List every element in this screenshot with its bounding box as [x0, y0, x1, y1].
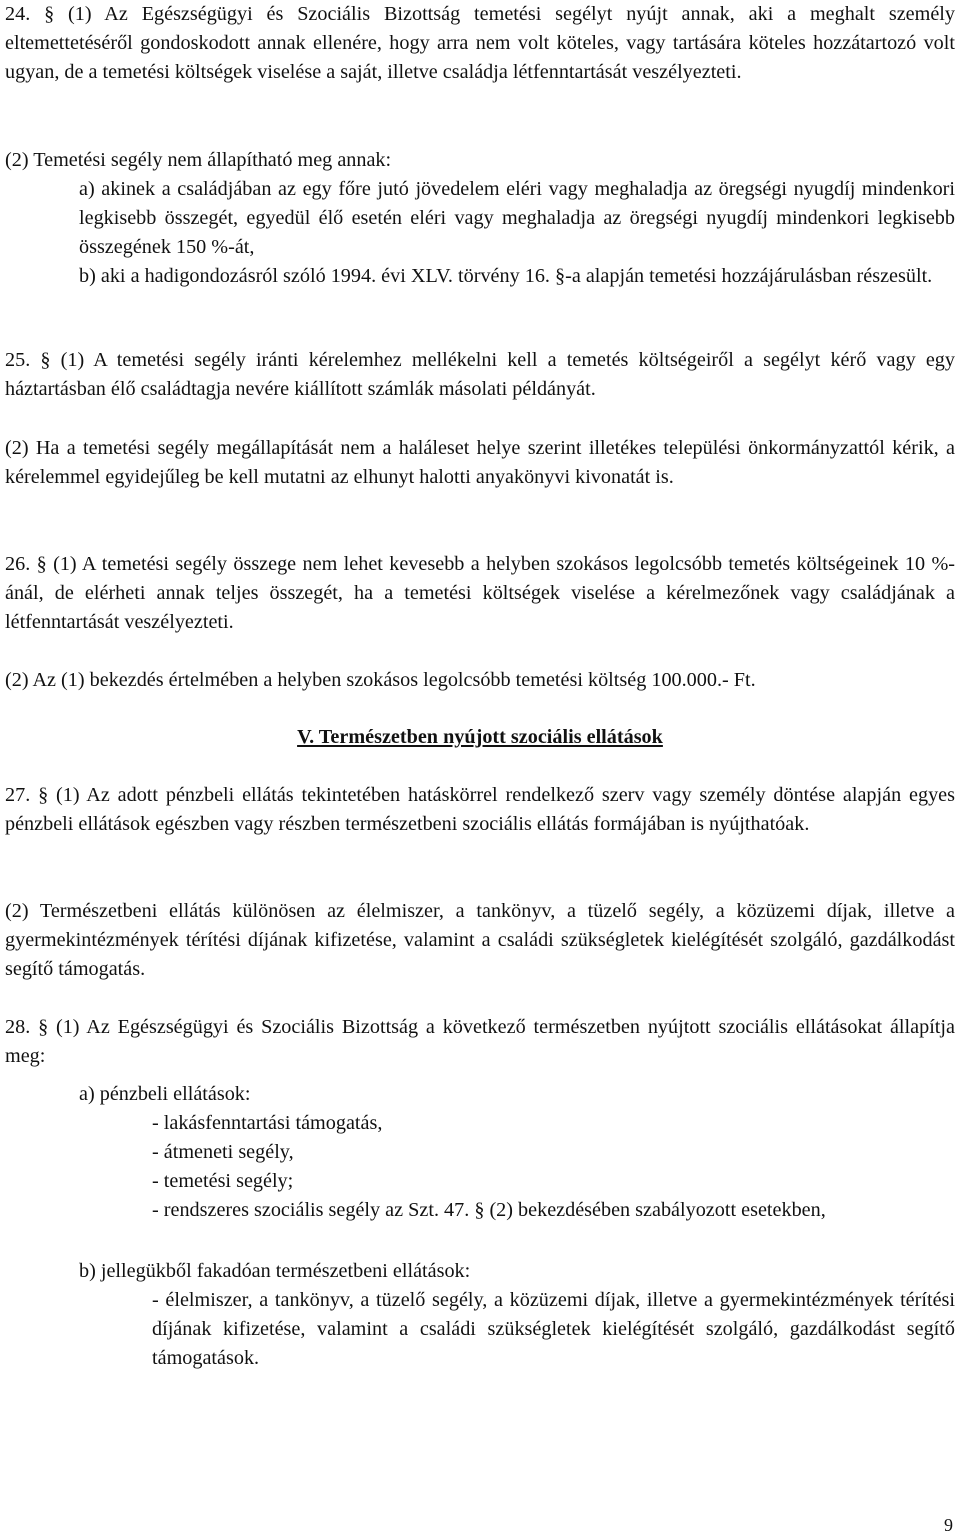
- section-24-paragraph-2-intro: (2) Temetési segély nem állapítható meg annak:: [5, 149, 392, 171]
- list-item: - rendszeres szociális segély az Szt. 47. § (2) bekezdésében szabályozott esetekben,: [152, 1199, 826, 1221]
- list-item: - átmeneti segély,: [152, 1141, 294, 1163]
- section-24-item-b: b) aki a hadigondozásról szóló 1994. évi XLV. törvény 16. §-a alapján temetési hozzájárulásban részesült.: [79, 265, 933, 287]
- list-item: - lakásfenntartási támogatás,: [152, 1112, 383, 1134]
- section-28-label-b: b) jellegükből fakadóan természetbeni ellátások:: [79, 1260, 471, 1282]
- section-25-paragraph-2: (2) Ha a temetési segély megállapítását nem a haláleset helye szerint illetékes települési önkormányzattól kérik, a kérelemmel egyidejűleg be kell mutatni az elhunyt halotti anyakönyvi kivonatát is.: [5, 437, 955, 488]
- section-27-paragraph-1: 27. § (1) Az adott pénzbeli ellátás tekintetében hatáskörrel rendelkező szerv vagy személy döntése alapján egyes pénzbeli ellátások egészben vagy részben természetbeni szociális ellátás formájában is nyújthatóak.: [5, 784, 955, 835]
- section-26-paragraph-1: 26. § (1) A temetési segély összege nem lehet kevesebb a helyben szokásos legolcsóbb temetés költségeinek 10 %-ánál, de elérheti annak teljes összegét, ha a temetési költségek viselése a kérelmezőnek vagy családjának a létfenntartását veszélyezteti.: [5, 553, 955, 633]
- section-27-paragraph-2: (2) Természetbeni ellátás különösen az élelmiszer, a tankönyv, a tüzelő segély, a közüzemi díjak, illetve a gyermekintézmények térítési díjának kifizetése, valamint a családi szükségletek kielégítését szolgáló, gazdálkodást segítő támogatás.: [5, 900, 955, 980]
- section-24-paragraph-1: 24. § (1) Az Egészségügyi és Szociális Bizottság temetési segélyt nyújt annak, aki a meghalt személy eltemettetéséről gondoskodott annak ellenére, hogy arra nem volt köteles, vagy tartására köteles hozzátartozó volt ugyan, de a temetési költségek viselése a saját, illetve családja létfenntartását veszélyezteti.: [5, 3, 955, 83]
- list-item: - temetési segély;: [152, 1170, 294, 1192]
- section-28-label-a: a) pénzbeli ellátások:: [79, 1083, 251, 1105]
- section-28-paragraph-1: 28. § (1) Az Egészségügyi és Szociális Bizottság a következő természetben nyújtott szociális ellátásokat állapítja meg:: [5, 1016, 955, 1067]
- page-number: 9: [944, 1515, 953, 1535]
- chapter-heading: V. Természetben nyújott szociális ellátások: [297, 726, 663, 748]
- section-26-paragraph-2: (2) Az (1) bekezdés értelmében a helyben szokásos legolcsóbb temetési költség 100.000.- Ft.: [5, 669, 756, 691]
- section-24-item-a: a) akinek a családjában az egy főre jutó jövedelem eléri vagy meghaladja az öregségi nyugdíj mindenkori legkisebb összegét, egyedül élő esetén eléri vagy meghaladja az öregségi nyugdíj mindenkori legkisebb összegének 150 %-át,: [79, 178, 955, 258]
- list-item: - élelmiszer, a tankönyv, a tüzelő segély, a közüzemi díjak, illetve a gyermekintézmények térítési díjának kifizetése, valamint a családi szükségletek kielégítését szolgáló, gazdálkodást segítő támogatások.: [152, 1289, 955, 1369]
- section-25-paragraph-1: 25. § (1) A temetési segély iránti kérelemhez mellékelni kell a temetés költségeiről a segélyt kérő vagy egy háztartásban élő családtagja nevére kiállított számlák másolati példányát.: [5, 349, 955, 400]
